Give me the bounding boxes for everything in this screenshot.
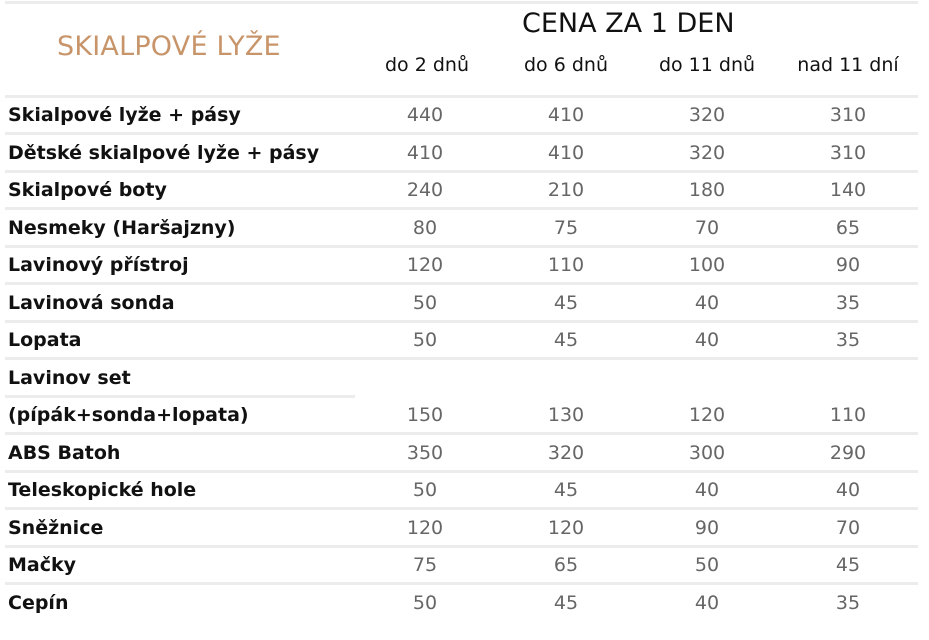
price-cell: 75 <box>412 554 438 576</box>
divider <box>5 282 918 285</box>
divider <box>5 582 918 585</box>
item-label: Skialpové lyže + pásy <box>8 104 241 126</box>
price-cell: 70 <box>835 517 861 539</box>
price-cell: 65 <box>835 217 861 239</box>
price-cell: 50 <box>412 592 438 614</box>
price-cell: 45 <box>835 554 861 576</box>
divider <box>5 207 918 210</box>
table-row <box>0 286 929 323</box>
price-cell: 320 <box>688 142 726 164</box>
table-row <box>0 173 929 210</box>
price-cell: 440 <box>406 104 444 126</box>
price-cell: 310 <box>829 142 867 164</box>
item-label: Cepín <box>8 592 69 614</box>
item-label: Nesmeky (Haršajzny) <box>8 217 236 239</box>
divider <box>5 507 918 510</box>
price-cell: 50 <box>412 292 438 314</box>
price-cell: 45 <box>553 329 579 351</box>
price-cell: 50 <box>412 479 438 501</box>
price-cell: 100 <box>688 254 726 276</box>
price-cell: 120 <box>547 517 585 539</box>
table-row <box>0 511 929 548</box>
item-label: Lavinov set <box>8 367 131 389</box>
price-cell: 35 <box>835 329 861 351</box>
price-cell: 150 <box>406 404 444 426</box>
price-cell: 410 <box>547 104 585 126</box>
column-header-over-11-days: nad 11 dní <box>797 54 899 76</box>
price-cell: 110 <box>829 404 867 426</box>
item-label: Lavinový přístroj <box>8 254 189 276</box>
price-cell: 70 <box>694 217 720 239</box>
price-cell: 90 <box>835 254 861 276</box>
table-row <box>0 586 929 623</box>
divider <box>5 132 918 135</box>
price-per-day-header: CENA ZA 1 DEN <box>522 8 735 39</box>
item-label: Skialpové boty <box>8 179 167 201</box>
item-label: Mačky <box>8 554 77 576</box>
table-row <box>0 548 929 585</box>
price-cell: 290 <box>829 442 867 464</box>
price-cell: 140 <box>829 179 867 201</box>
price-cell: 180 <box>688 179 726 201</box>
price-cell: 90 <box>694 517 720 539</box>
item-label-detail: (pípák+sonda+lopata) <box>8 404 249 426</box>
item-label: ABS Batoh <box>8 442 121 464</box>
price-cell: 120 <box>688 404 726 426</box>
price-cell: 40 <box>694 292 720 314</box>
price-cell: 45 <box>553 592 579 614</box>
item-label: Lopata <box>8 329 82 351</box>
price-cell: 120 <box>406 517 444 539</box>
price-cell: 50 <box>694 554 720 576</box>
price-cell: 35 <box>835 592 861 614</box>
divider <box>5 432 918 435</box>
item-label: Lavinová sonda <box>8 292 175 314</box>
item-label: Dětské skialpové lyže + pásy <box>8 142 320 164</box>
item-label: Teleskopické hole <box>8 479 197 501</box>
divider <box>5 357 918 360</box>
price-cell: 40 <box>694 479 720 501</box>
price-cell: 120 <box>406 254 444 276</box>
price-cell: 45 <box>553 479 579 501</box>
price-cell: 35 <box>835 292 861 314</box>
table-row <box>0 323 929 360</box>
table-row <box>0 211 929 248</box>
price-cell: 130 <box>547 404 585 426</box>
price-cell: 45 <box>553 292 579 314</box>
price-cell: 40 <box>835 479 861 501</box>
price-cell: 110 <box>547 254 585 276</box>
table-row <box>0 473 929 510</box>
price-cell: 410 <box>547 142 585 164</box>
price-cell: 310 <box>829 104 867 126</box>
table-row <box>0 436 929 473</box>
price-cell: 80 <box>412 217 438 239</box>
price-cell: 320 <box>547 442 585 464</box>
item-label: Sněžnice <box>8 517 104 539</box>
column-header-11-days: do 11 dnů <box>658 54 756 76</box>
table-row <box>0 98 929 135</box>
price-cell: 50 <box>412 329 438 351</box>
table-row <box>0 136 929 173</box>
price-cell: 320 <box>688 104 726 126</box>
price-cell: 40 <box>694 329 720 351</box>
divider <box>5 395 355 398</box>
price-cell: 240 <box>406 179 444 201</box>
divider <box>5 1 918 4</box>
price-cell: 75 <box>553 217 579 239</box>
price-cell: 65 <box>553 554 579 576</box>
column-header-2-days: do 2 dnů <box>385 54 469 76</box>
table-row <box>0 248 929 285</box>
table-title: SKIALPOVÉ LYŽE <box>57 31 281 62</box>
column-header-6-days: do 6 dnů <box>524 54 608 76</box>
price-cell: 350 <box>406 442 444 464</box>
price-cell: 300 <box>688 442 726 464</box>
price-cell: 210 <box>547 179 585 201</box>
price-cell: 40 <box>694 592 720 614</box>
price-cell: 410 <box>406 142 444 164</box>
